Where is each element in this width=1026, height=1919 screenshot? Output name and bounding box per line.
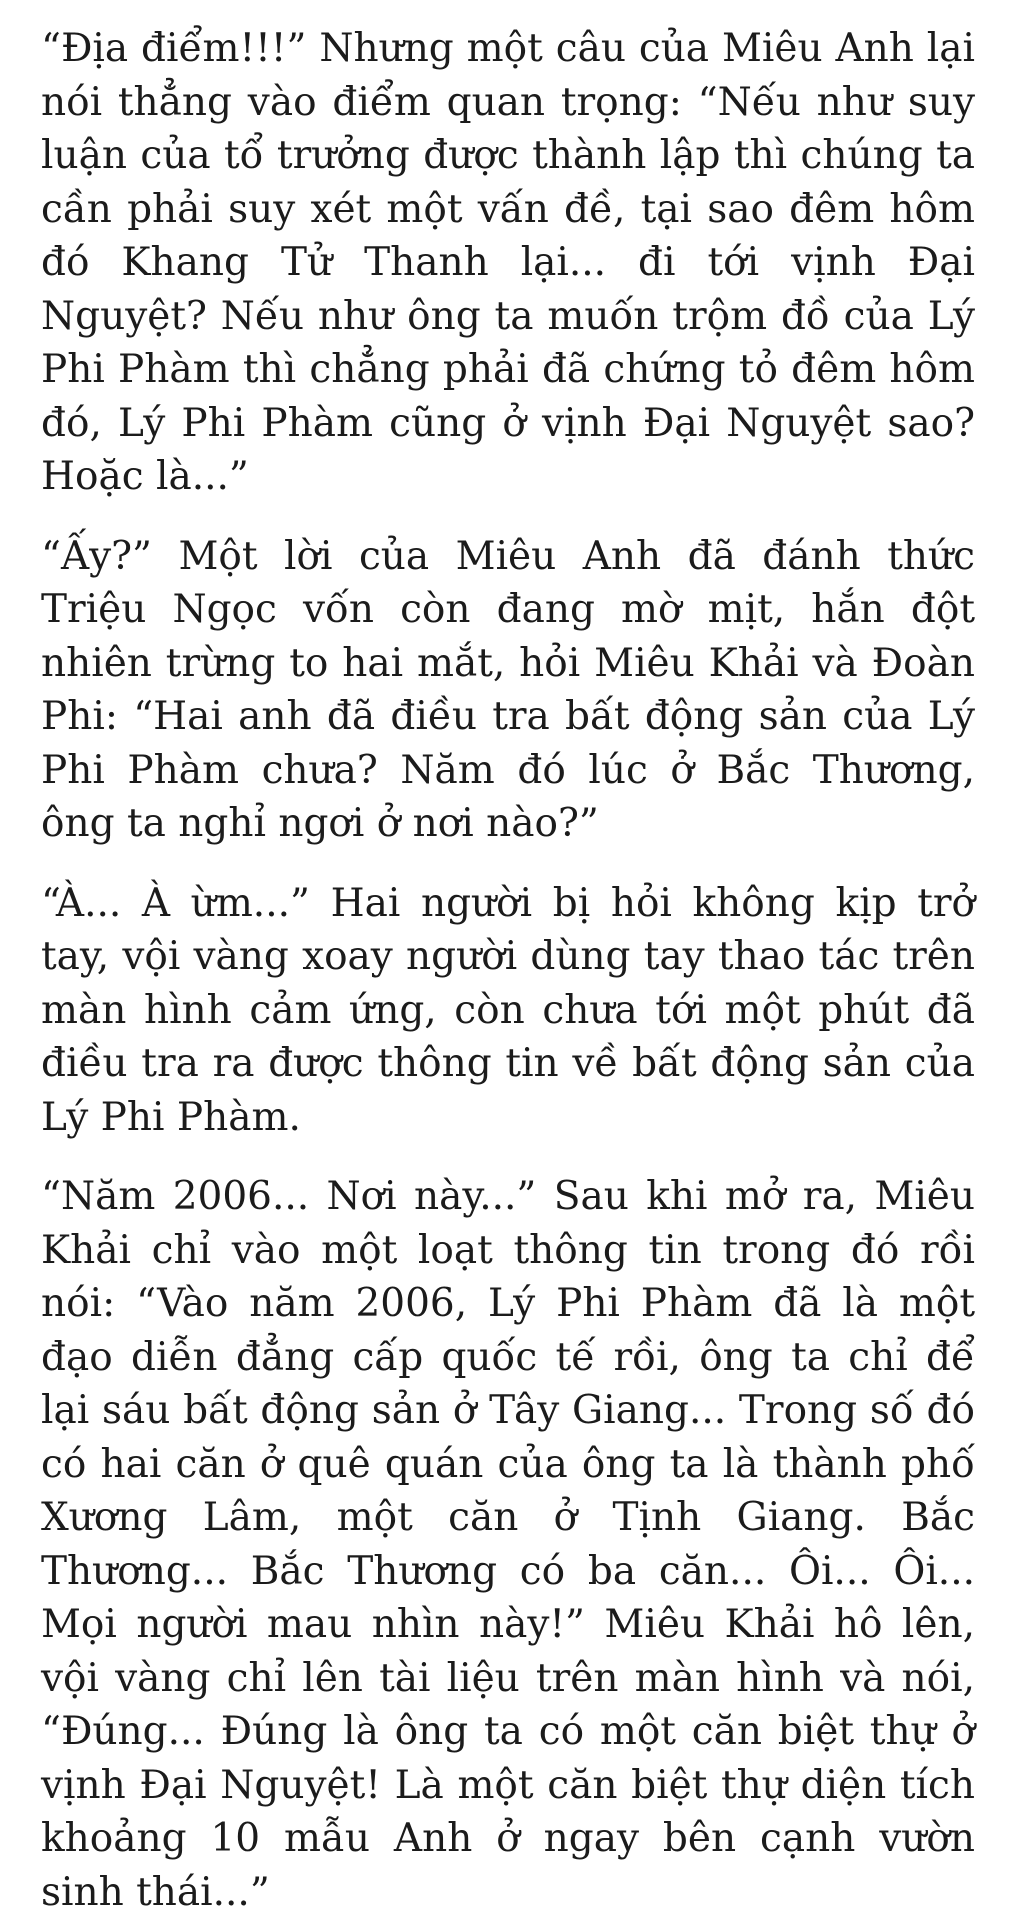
- text-body: [41, 22, 975, 1919]
- paragraph-3: “À... À ừm...” Hai người bị hỏi không kịp trở tay, vội vàng xoay người dùng tay thao tác trên màn hình cảm ứng, còn chưa tới một phút đã điều tra ra được thông tin về bất động sản của Lý Phi Phàm.: [41, 880, 975, 1140]
- paragraph-1: “Địa điểm!!!” Nhưng một câu của Miêu Anh lại nói thẳng vào điểm quan trọng: “Nếu như suy luận của tổ trưởng được thành lập thì chúng ta cần phải suy xét một vấn đề, tại sao đêm hôm đó Khang Tử Thanh lại... đi tới vịnh Đại Nguyệt? Nếu như ông ta muốn trộm đồ của Lý Phi Phàm thì chẳng phải đã chứng tỏ đêm hôm đó, Lý Phi Phàm cũng ở vịnh Đại Nguyệt sao? Hoặc là...”: [41, 26, 975, 499]
- paragraph-4: “Năm 2006... Nơi này...” Sau khi mở ra, Miêu Khải chỉ vào một loạt thông tin trong đó rồi nói: “Vào năm 2006, Lý Phi Phàm đã là một đạo diễn đẳng cấp quốc tế rồi, ông ta chỉ để lại sáu bất động sản ở Tây Giang... Trong số đó có hai căn ở quê quán của ông ta là thành phố Xương Lâm, một căn ở Tịnh Giang. Bắc Thương... Bắc Thương có ba căn... Ôi... Ôi... Mọi người mau nhìn này!” Miêu Khải hô lên, vội vàng chỉ lên tài liệu trên màn hình và nói, “Đúng... Đúng là ông ta có một căn biệt thự ở vịnh Đại Nguyệt! Là một căn biệt thự diện tích khoảng 10 mẫu Anh ở ngay bên cạnh vườn sinh thái...”: [41, 1174, 975, 1915]
- paragraph-2: “Ấy?” Một lời của Miêu Anh đã đánh thức Triệu Ngọc vốn còn đang mờ mịt, hắn đột nhiên trừng to hai mắt, hỏi Miêu Khải và Đoàn Phi: “Hai anh đã điều tra bất động sản của Lý Phi Phàm chưa? Năm đó lúc ở Bắc Thương, ông ta nghỉ ngơi ở nơi nào?”: [41, 533, 975, 846]
